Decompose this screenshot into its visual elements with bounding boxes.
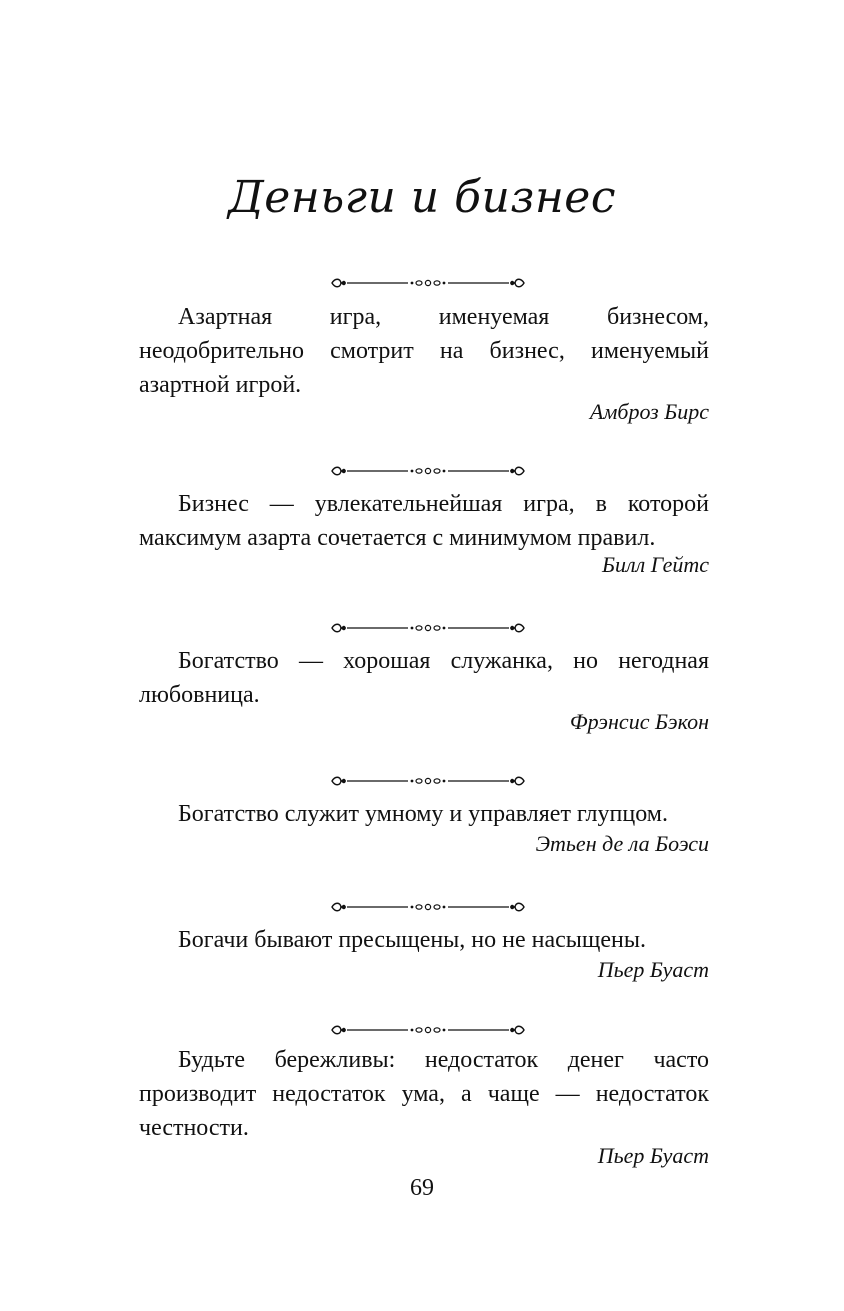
ornament-divider-icon [330, 621, 526, 635]
quote-text: Бизнес — увлекательнейшая игра, в которой максимум азарта сочетается с минимумом правил. [139, 491, 709, 551]
quote-text: Будьте бережливы: недостаток денег часто производит недостаток ума, а чаще — недостаток честности. [139, 1047, 709, 1141]
quote-author: Этьен де ла Боэси [535, 831, 709, 856]
quote-author: Амброз Бирс [589, 399, 709, 424]
ornament-divider-icon [330, 464, 526, 478]
quote-author: Фрэнсис Бэкон [569, 709, 709, 734]
quote-text: Азартная игра, именуемая бизнесом, неодобрительно смотрит на бизнес, именуемый азартной игрой. [139, 304, 709, 398]
quote-text: Богачи бывают пресыщены, но не насыщены. [178, 927, 647, 953]
ornament-divider-icon [330, 1023, 526, 1037]
quote-author: Билл Гейтс [602, 552, 709, 577]
quote-author: Пьер Буаст [597, 1143, 709, 1168]
ornament-divider-icon [330, 900, 526, 914]
page-number: 69 [410, 1175, 434, 1201]
ornament-divider-icon [330, 774, 526, 788]
quote-author: Пьер Буаст [597, 957, 709, 982]
quote-text: Богатство — хорошая служанка, но негодная любовница. [139, 648, 709, 708]
page-title: Деньги и бизнес [228, 172, 616, 223]
quote-text: Богатство служит умному и управляет глупцом. [178, 801, 668, 827]
ornament-divider-icon [330, 276, 526, 290]
